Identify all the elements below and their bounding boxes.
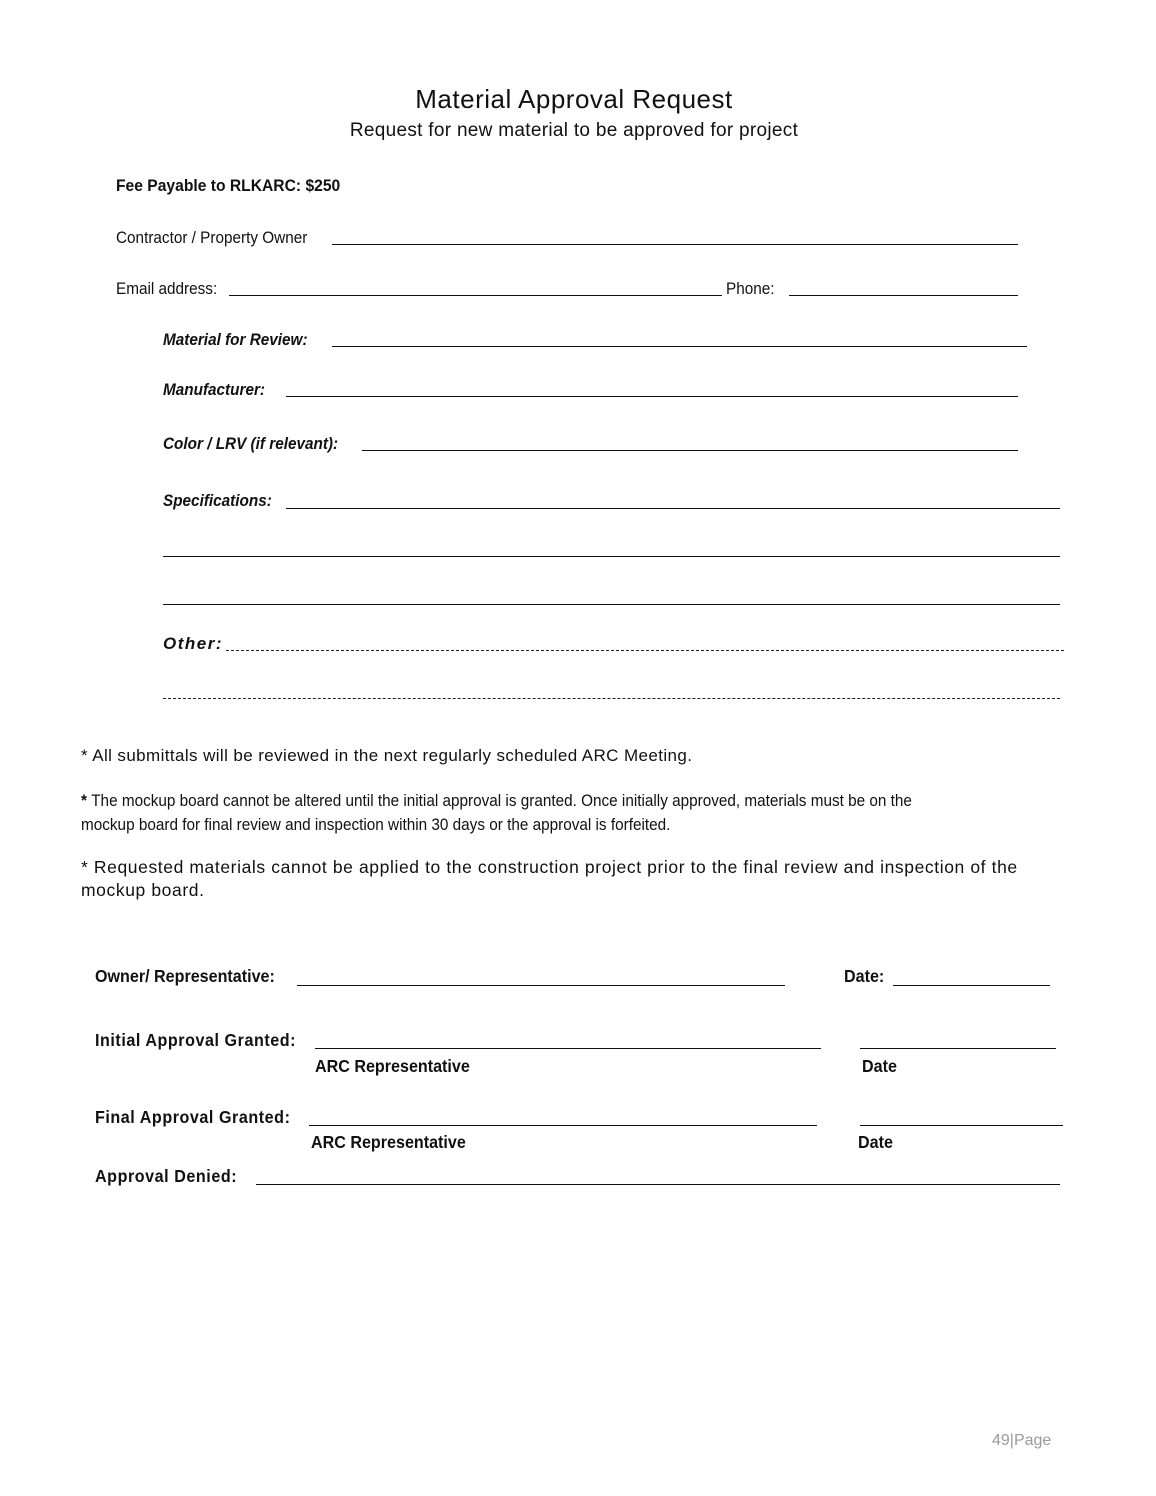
- initial-approval-label: Initial Approval Granted:: [95, 1030, 297, 1050]
- color-field[interactable]: [362, 450, 1018, 451]
- page-subtitle: Request for new material to be approved for project: [349, 120, 799, 141]
- manufacturer-field[interactable]: [286, 396, 1018, 397]
- approval-denied-field[interactable]: [256, 1184, 1060, 1185]
- other-line-2[interactable]: [163, 698, 1060, 699]
- final-approval-date-field[interactable]: [860, 1125, 1063, 1126]
- email-label: Email address:: [116, 279, 218, 298]
- color-label: Color / LRV (if relevant):: [163, 434, 339, 453]
- fee-text: Fee Payable to RLKARC: $250: [116, 176, 341, 195]
- final-date-caption: Date: [858, 1132, 893, 1152]
- initial-date-caption: Date: [862, 1056, 897, 1076]
- page-number: 49|Page: [992, 1432, 1052, 1449]
- specifications-label: Specifications:: [163, 491, 272, 510]
- owner-date-label: Date:: [844, 966, 885, 986]
- owner-date-field[interactable]: [893, 985, 1050, 986]
- specifications-field[interactable]: [286, 508, 1060, 509]
- initial-arc-rep-caption: ARC Representative: [315, 1056, 470, 1076]
- note-review: * All submittals will be reviewed in the next regularly scheduled ARC Meeting.: [81, 746, 693, 765]
- contractor-field[interactable]: [332, 244, 1018, 245]
- other-field[interactable]: [226, 650, 1064, 651]
- other-label: Other:: [163, 634, 223, 653]
- phone-label: Phone:: [726, 279, 775, 298]
- initial-approval-date-field[interactable]: [860, 1048, 1056, 1049]
- final-approval-field[interactable]: [309, 1125, 817, 1126]
- material-label: Material for Review:: [163, 330, 308, 349]
- specifications-line-3[interactable]: [163, 604, 1060, 605]
- approval-denied-label: Approval Denied:: [95, 1166, 238, 1186]
- phone-field[interactable]: [789, 295, 1018, 296]
- owner-signature-field[interactable]: [297, 985, 785, 986]
- page-title: Material Approval Request: [415, 84, 733, 114]
- contractor-label: Contractor / Property Owner: [116, 228, 308, 247]
- note-mockup-line-1: The mockup board cannot be altered until the initial approval is granted. Once initially approved, materials must be on the: [91, 791, 912, 810]
- note-mockup: * The mockup board cannot be altered until the initial approval is granted. Once initially approved, materials must be on the mockup board for final review and inspection within 30 days or the approval is forfeited.: [81, 791, 912, 834]
- note-mockup-line-2: mockup board for final review and inspection within 30 days or the approval is forfeited.: [81, 815, 671, 834]
- specifications-line-2[interactable]: [163, 556, 1060, 557]
- owner-label: Owner/ Representative:: [95, 966, 275, 986]
- manufacturer-label: Manufacturer:: [163, 380, 266, 399]
- material-field[interactable]: [332, 346, 1027, 347]
- note-requested: * Requested materials cannot be applied to the construction project prior to the final review and inspection of the mockup board.: [81, 857, 1018, 900]
- final-approval-label: Final Approval Granted:: [95, 1107, 291, 1127]
- initial-approval-field[interactable]: [315, 1048, 821, 1049]
- email-field[interactable]: [229, 295, 722, 296]
- final-arc-rep-caption: ARC Representative: [311, 1132, 466, 1152]
